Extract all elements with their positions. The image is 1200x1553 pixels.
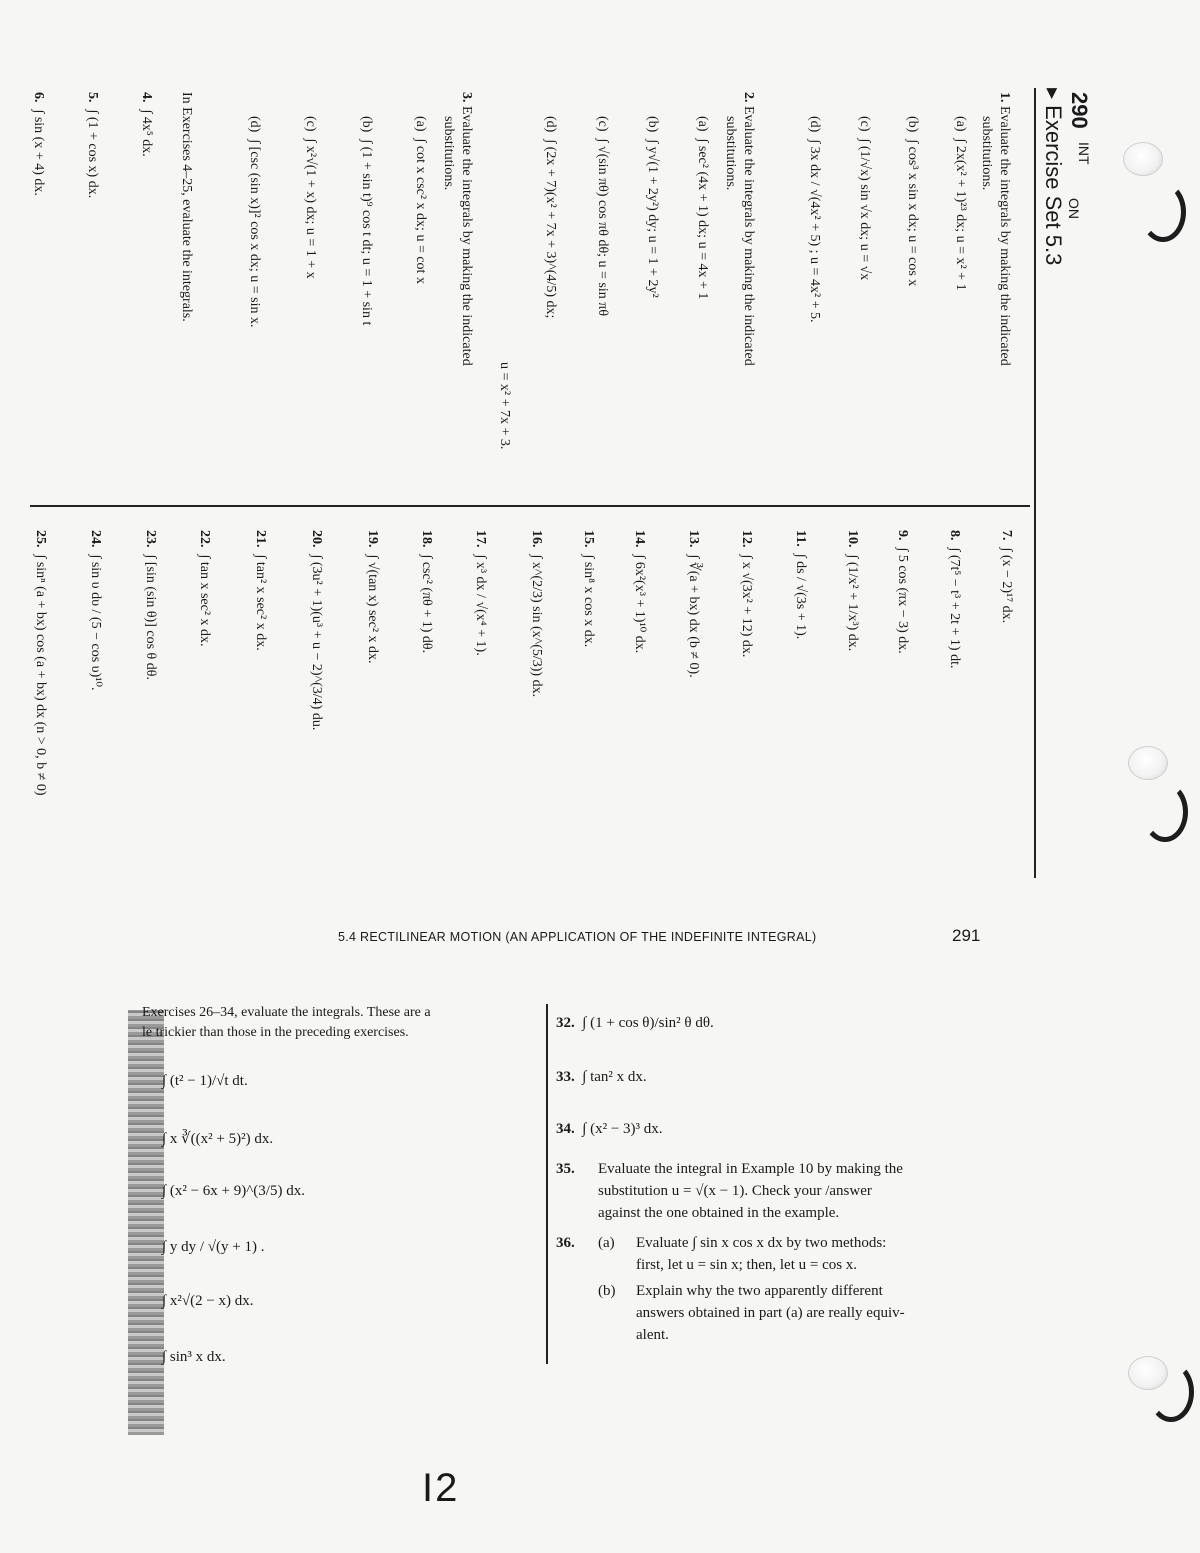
ex3c: (c) ∫ x²√(1 + x) dx; u = 1 + x xyxy=(303,116,318,279)
running-head-fragment: INT xyxy=(1076,142,1092,165)
exercise-36b-line2: answers obtained in part (a) are really equiv- xyxy=(636,1305,905,1321)
ex2a: (a) ∫ sec² (4x + 1) dx; u = 4x + 1 xyxy=(695,116,710,300)
ex6: 6. ∫ sin (x + 4) dx. xyxy=(31,92,46,196)
exercise-1-text2: substitutions. xyxy=(979,116,994,191)
ex8: 8. ∫ (7t⁵ − t³ + 2t + 1) dt. xyxy=(947,530,962,669)
instructions-4-25: In Exercises 4–25, evaluate the integrals. xyxy=(179,92,194,322)
exercise-3-text2: substitutions. xyxy=(441,116,456,191)
ex13: 13. ∫ ∛(a + bx) dx (b ≠ 0). xyxy=(686,530,701,678)
ex9: 9. ∫ 5 cos (πx − 3) dx. xyxy=(895,530,910,654)
exercise-36a-label: (a) xyxy=(598,1235,615,1251)
exercise-35-number: 35. xyxy=(556,1161,575,1177)
ex3d: (d) ∫ [csc (sin x)]² cos x dx; u = sin x. xyxy=(247,116,262,328)
intro-line-2: le trickier than those in the preceding exercises. xyxy=(142,1025,409,1040)
exercise-31: ∫ sin³ x dx. xyxy=(162,1349,226,1365)
section-tab-label: ON xyxy=(1066,198,1082,219)
ex2b: (b) ∫ y√(1 + 2y²) dy; u = 1 + 2y² xyxy=(645,116,660,298)
ex18: 18. ∫ csc² (πθ + 1) dθ. xyxy=(419,530,434,654)
exercise-35-line3: against the one obtained in the example. xyxy=(598,1205,840,1221)
exercise-35-line1: Evaluate the integral in Example 10 by making the xyxy=(598,1161,903,1177)
exercise-36a-line1: Evaluate ∫ sin x cos x dx by two methods: xyxy=(636,1235,887,1251)
ex2c: (c) ∫ √(sin πθ) cos πθ dθ; u = sin πθ xyxy=(595,116,610,317)
binder-ring-top xyxy=(1140,182,1186,242)
ex1a: (a) ∫ 2x(x² + 1)²³ dx; u = x² + 1 xyxy=(953,116,968,291)
ex11: 11. ∫ ds / √(3s + 1). xyxy=(793,530,808,640)
triangle-bullet-icon: ▸ xyxy=(1041,88,1066,106)
ex22: 22. ∫ tan x sec² x dx. xyxy=(197,530,212,647)
exercise-36-number: 36. xyxy=(556,1235,575,1251)
running-head-291: 5.4 RECTILINEAR MOTION (AN APPLICATION OF THE INDEFINITE INTEGRAL) xyxy=(338,930,817,944)
section-title: ▸ Exercise Set 5.3 xyxy=(1041,88,1066,266)
ex2d: (d) ∫ (2x + 7)(x² + 7x + 3)^(4/5) dx; xyxy=(543,116,558,319)
exercise-30: ∫ x²√(2 − x) dx. xyxy=(162,1293,254,1309)
ex7: 7. ∫ (x − 2)¹⁷ dx. xyxy=(999,530,1014,624)
ex10: 10. ∫ (1/x² + 1/x³) dx. xyxy=(845,530,860,652)
exercise-2-text2: substitutions. xyxy=(723,116,738,191)
scan-binding-shadow xyxy=(128,1010,164,1435)
exercise-32: 32. ∫ (1 + cos θ)/sin² θ dθ. xyxy=(556,1015,714,1031)
ex2d-line2: u = x² + 7x + 3. xyxy=(497,362,512,450)
ex3b: (b) ∫ (1 + sin t)⁹ cos t dt; u = 1 + sin t xyxy=(359,116,374,326)
ex25: 25. ∫ sinⁿ (a + bx) cos (a + bx) dx (n > 0, b ≠ 0) xyxy=(33,530,48,796)
title-rule xyxy=(1034,88,1036,878)
exercise-36b-line3: alent. xyxy=(636,1327,669,1343)
bottom-column-rule xyxy=(546,1004,548,1364)
ex4: 4. ∫ 4x⁵ dx. xyxy=(139,92,154,157)
ex19: 19. ∫ √(tan x) sec² x dx. xyxy=(365,530,380,664)
ex1c: (c) ∫ (1/√x) sin √x dx; u = √x xyxy=(857,116,872,281)
ex21: 21. ∫ tan² x sec² x dx. xyxy=(253,530,268,651)
exercise-36b-label: (b) xyxy=(598,1283,616,1299)
binder-ring-bottom xyxy=(1148,1362,1194,1422)
exercise-1-text: 1. Evaluate the integrals by making the indicated xyxy=(997,92,1012,366)
exercise-2-text: 2. Evaluate the integrals by making the indicated xyxy=(741,92,756,366)
binder-hole-top xyxy=(1123,142,1163,176)
column-rule xyxy=(30,505,1030,507)
ex3a: (a) ∫ cot x csc² x dx; u = cot x xyxy=(413,116,428,284)
binder-hole-middle xyxy=(1128,746,1168,780)
ex14: 14. ∫ 6x²(x³ + 1)¹⁰ dx. xyxy=(632,530,647,654)
exercise-34: 34. ∫ (x² − 3)³ dx. xyxy=(556,1121,663,1137)
ex5: 5. ∫ (1 + cos x) dx. xyxy=(85,92,100,199)
binder-ring-middle xyxy=(1142,782,1188,842)
exercise-28: ∫ (x² − 6x + 9)^(3/5) dx. xyxy=(162,1183,305,1199)
exercise-35-line2: substitution u = √(x − 1). Check your /answer xyxy=(598,1183,872,1199)
ex12: 12. ∫ x √(3x² + 12) dx. xyxy=(739,530,754,658)
exercise-27: ∫ x ∛((x² + 5)²) dx. xyxy=(162,1131,274,1147)
intro-line-1: Exercises 26–34, evaluate the integrals. These are a xyxy=(142,1005,431,1020)
ex17: 17. ∫ x³ dx / √(x⁴ + 1). xyxy=(473,530,488,656)
exercise-33: 33. ∫ tan² x dx. xyxy=(556,1069,647,1085)
page-number-290: 290 xyxy=(1067,92,1092,129)
ex1b: (b) ∫ cos³ x sin x dx; u = cos x xyxy=(905,116,920,287)
page-number-291: 291 xyxy=(952,926,981,945)
handwritten-note: I2 xyxy=(422,1466,460,1510)
ex16: 16. ∫ x^(2/3) sin (x^(5/3)) dx. xyxy=(529,530,544,698)
ex24: 24. ∫ sin υ dυ / (5 − cos υ)¹⁰. xyxy=(88,530,103,691)
exercise-29: ∫ y dy / √(y + 1) . xyxy=(162,1239,265,1255)
ex23: 23. ∫ [sin (sin θ)] cos θ dθ. xyxy=(143,530,158,680)
exercise-26: ∫ (t² − 1)/√t dt. xyxy=(162,1073,248,1089)
ex15: 15. ∫ sin⁸ x cos x dx. xyxy=(581,530,596,648)
ex1d: (d) ∫ 3x dx / √(4x² + 5) ; u = 4x² + 5. xyxy=(807,116,822,323)
ex20: 20. ∫ (3u² + 1)(u³ + u − 2)^(3/4) du. xyxy=(309,530,324,731)
exercise-36b-line1: Explain why the two apparently different xyxy=(636,1283,883,1299)
exercise-3-text: 3. Evaluate the integrals by making the indicated xyxy=(459,92,474,366)
exercise-36a-line2: first, let u = sin x; then, let u = cos x. xyxy=(636,1257,858,1273)
